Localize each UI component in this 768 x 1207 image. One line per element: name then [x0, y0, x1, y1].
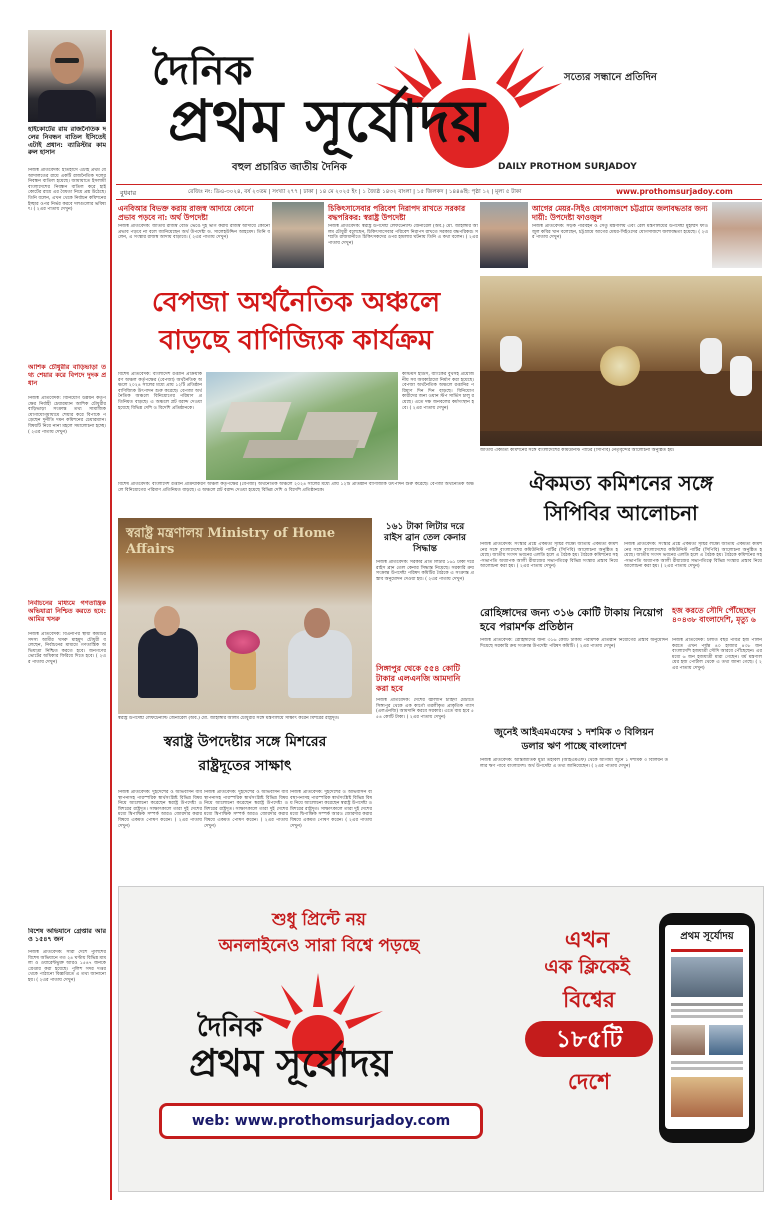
left-story-2-body: নিজস্ব প্রতিবেদক: বিনিয়োগ উন্নয়ন কর্তৃপক্ষের নির্বাহী চেয়ারম্যান আশিক চৌধুরীর বাড়িভাড়া সংক্রান্ত তথ্য সামাজিক যোগাযোগমাধ্যমে শেয়ার করে বিপাকে পড়েছেন দুর্নীতি দমন কমিশনের চেয়ারম্যান। বিষয়টি নিয়ে নানা মহলে সমালোচনা হচ্ছে। ( ২এর পাতায় দেখুন): [28, 396, 106, 435]
home-ministry-headline: [118, 730, 372, 784]
home-ministry-photo: [118, 518, 372, 714]
consensus-caption: জাতীয় ঐকমত্য কমিশনের সঙ্গে বাংলাদেশের কমিউনিস্ট পার্টির (সিপিবি) নেতৃবৃন্দের আলোচনা অনুষ্ঠিত হয়।: [480, 448, 675, 453]
oil-story-headline: ১৬১ টাকা লিটার দরে রাইস ব্রান তেল কেনার সিদ্ধান্ত: [384, 522, 466, 554]
home-ministry-caption: স্বরাষ্ট্র উপদেষ্টা লেফটেন্যান্ট জেনারেল (অব.) মো. জাহাঙ্গীর আলম চৌধুরীর সঙ্গে মন্ত্রণালয়ে সাক্ষাৎ করেন মিশরের রাষ্ট্রদূত।: [118, 716, 340, 721]
left-story-4-body: নিজস্ব প্রতিবেদক: সারা দেশে পুলিশের বিশেষ অভিযানে গত ২৪ ঘণ্টায় বিভিন্ন মামলা ও ওয়ারেন্টভুক্ত আরও ১৫৪৭ জনকে গ্রেপ্তার করা হয়েছে। পুলিশ সদর দপ্তর থেকে পাঠানো বিজ্ঞপ্তিতে এ তথ্য জানানো হয়। ( ২এর পাতায় দেখুন): [28, 950, 106, 983]
ad-right-line3: বিশ্বের: [562, 987, 616, 1013]
masthead-title-top: দৈনিক: [152, 47, 253, 94]
top-story-1-body: নিজস্ব প্রতিবেদক: জাতীয় রাজস্ব বোর্ড ভেঙে দুই ভাগ করায় রাজস্ব আদায়ে কোনো প্রভাব পড়বে না বলে জানিয়েছেন অর্থ উপদেষ্টা ড. সালেহউদ্দিন আহমেদ। তিনি বলেন, এ সংস্কার রাজস্ব আদায় বাড়াবে। ( ২এর পাতায় দেখুন): [118, 224, 270, 241]
lead-aerial-image: [206, 372, 398, 480]
imf-story-body: নিজস্ব প্রতিবেদক: আন্তর্জাতিক মুদ্রা তহবিল (আইএমএফ) থেকে আগামী জুনে ১ দশমিক ৩ বিলিয়ন ডলার ঋণ পাবে বাংলাদেশ। অর্থ উপদেষ্টা এ তথ্য জানিয়েছেন। ( ২এর পাতায় দেখুন): [480, 758, 668, 769]
top-story-2-body: নিজস্ব প্রতিবেদক: স্বরাষ্ট্র উপদেষ্টা লেফটেন্যান্ট জেনারেল (অব.) মো. জাহাঙ্গীর আলম চৌধুরী বলেছেন, চিকিৎসাসেবার পরিবেশ নিরাপদ রাখতে সরকার বদ্ধপরিকর। সম্প্রতি রাজধানীতে চিকিৎসকদের ওপর হামলার ঘটনায় তিনি এ কথা বলেন। ( ২এর পাতায় দেখুন): [328, 224, 478, 246]
consensus-meeting-photo: [480, 276, 762, 446]
ad-count-badge: [525, 1021, 653, 1057]
columnist-photo: [28, 30, 106, 122]
masthead-tagline: বহুল প্রচারিত জাতীয় দৈনিক: [232, 162, 347, 173]
lead-headline-line1: বেপজা অর্থনৈতিক অঞ্চলে: [151, 287, 441, 318]
masthead: [116, 28, 756, 180]
masthead-title-main: প্রথম সূর্যোদয়: [168, 87, 486, 155]
ad-line2: অনলাইনেও সারা বিশ্বে পড়ছে: [218, 936, 420, 956]
left-column: [28, 30, 106, 1200]
dateline-issue-info: রেজিঃ নং: ডিএ-৩০২৪, বর্ষ ২৩তম | সংখ্যা ২৭৭ | ঢাকা | ১৪ মে ২০২৫ ইং | ১ জ্যৈষ্ঠ ১৪৩২ বাংলা | ১৫ জিলকদ | ১৪৪৬হি: পৃষ্ঠা ১২ | মূল্য ৫ টাকা: [188, 189, 522, 195]
ad-web-text: web: www.prothomsurjadoy.com: [191, 1113, 451, 1129]
left-story-4-title: বিশেষ অভিযানে গ্রেপ্তার আরও ১৫৪৭ জন: [28, 928, 106, 943]
lng-story-body: নিজস্ব প্রতিবেদক: দেশের জ্বালানি চাহিদা মেটাতে সিঙ্গাপুর থেকে এক কার্গো তরলীকৃত প্রাকৃতিক গ্যাস (এলএনজি) আমদানি করবে সরকার। এতে ব্যয় হবে ৫৫৪ কোটি টাকা। ( ২এর পাতায় দেখুন): [376, 698, 474, 720]
rohingya-story-body: নিজস্ব প্রতিবেদক: রোহিঙ্গাদের জন্য ৩১৬ কোটি টাকায় পরামর্শক প্রতিষ্ঠান নিয়োগের প্রস্তাব অনুমোদন দিয়েছে সরকারি ক্রয় সংক্রান্ত উপদেষ্টা পরিষদ কমিটি। ( ২এর পাতায় দেখুন): [480, 638, 668, 649]
left-column-divider: [110, 30, 112, 1200]
masthead-english-name: DAILY PROTHOM SURJADOY: [498, 162, 637, 172]
left-story-2-title: আশিক চৌধুরীর বাড়িভাড়া তথ্য শেয়ার করে বিপদে দুদক প্রধান: [28, 364, 106, 387]
home-ministry-headline-line1: স্বরাষ্ট্র উপদেষ্টার সঙ্গে মিশরের: [163, 734, 327, 750]
consensus-body-col2: নিজস্ব প্রতিবেদক: সংস্কার প্রশ্নে ঐকমত্য সৃষ্টির লক্ষ্যে জাতীয় ঐকমত্য কমিশনের সঙ্গে বাংলাদেশের কমিউনিস্ট পার্টির (সিপিবি) আলোচনা অনুষ্ঠিত হয়েছে। জাতীয় সংসদ ভবনের এলডি হলে এ বৈঠক হয়। বৈঠকে কমিশনের সহ-সভাপতি অধ্যাপক আলী রীয়াজের সভাপতিত্বে বিভিন্ন সংস্কার প্রস্তাব নিয়ে আলোচনা করা হয়। ( ২এর পাতায় দেখুন): [624, 542, 762, 570]
oil-story[interactable]: [376, 522, 474, 662]
ad-right-line4: দেশে: [567, 1069, 611, 1095]
top-story-2-title: চিকিৎসাসেবার পরিবেশ নিরাপদ রাখতে সরকার বদ্ধপরিকর: স্বরাষ্ট্র উপদেষ্টা: [328, 204, 466, 222]
ad-title-main: প্রথম সূর্যোদয়: [189, 1040, 392, 1085]
top-story-3-title: আগের মেয়র-সিইও যোগসাজশে চট্টগ্রামে জলাবদ্ধতার জন্য দায়ী: উপদেষ্টা ফাওজুল: [532, 204, 708, 222]
top-story-1[interactable]: [118, 204, 270, 274]
home-ministry-headline-line2: রাষ্ট্রদূতের সাক্ষাৎ: [198, 758, 292, 774]
imf-headline-line2: ডলার ঋণ পাচ্ছে বাংলাদেশ: [521, 741, 627, 752]
ad-web-button[interactable]: [159, 1103, 483, 1139]
left-story-1-body: নিজস্ব প্রতিবেদক: ইতিহাসে এটাই প্রথম যে আদালতের রায়ে একটি রাজনৈতিক দলের নিবন্ধন বাতিল হয়েছে। জামায়াতে ইসলামী বাংলাদেশের নিবন্ধন বাতিল করে হাইকোর্টের রায়ে এর বৈধতা নিয়ে প্রশ্ন উঠেছে। তিনি বলেন, এখন থেকে নির্বাচন কমিশনের ইচ্ছার ওপর নির্ভর করবে দলগুলোর ভবিষ্যৎ। ( ২এর পাতায় দেখুন): [28, 168, 106, 213]
ad-phone-brand: প্রথম সূর্যোদয়: [680, 931, 734, 942]
lead-headline-line2: বাড়ছে বাণিজ্যিক কার্যক্রম: [159, 325, 433, 356]
lng-story-headline: সিঙ্গাপুর থেকে ৫৫৪ কোটি টাকার এলএনজি আমদানি করা হবে: [376, 664, 461, 693]
rohingya-story[interactable]: [480, 606, 668, 724]
ministry-sign: স্বরাষ্ট্র মন্ত্রণালয় Ministry of Home Affairs: [126, 526, 336, 557]
home-ministry-body-col3: নিজস্ব প্রতিবেদক: দুইদেশের ও অভিবাসন ব্যবস্থাপনাসহ পারস্পরিক স্বার্থসংশ্লিষ্ট বিভিন্ন বিষয় নিয়ে আলোচনা করেছেন স্বরাষ্ট্র উপদেষ্টা ও মিশরের রাষ্ট্রদূত। সাক্ষাৎকালে তারা দুই দেশের মধ্যে দ্বিপাক্ষিক সম্পর্ক আরও জোরদার করার বিষয়ে একমত পোষণ করেন। ( ২এর পাতায় দেখুন): [290, 790, 372, 829]
hajj-story[interactable]: [672, 606, 762, 874]
dateline-day: বুধবার: [120, 189, 137, 197]
top-story-2[interactable]: [328, 204, 478, 274]
lead-body-left: বিশেষ প্রতিবেদক: বাংলাদেশ রপ্তানি প্রক্রিয়াকরণ অঞ্চল কর্তৃপক্ষের (বেপজা) অর্থনৈতিক অঞ্চলে ২০২৪ সালের মধ্যে প্রায় ১২টি প্রতিষ্ঠান বাণিজ্যিক উৎপাদন শুরু করেছে। বেপজা অর্থনৈতিক অঞ্চলে বিনিয়োগের পরিমাণ প্রতিনিয়ত বাড়ছে। এ অঞ্চলে প্লট বরাদ্দ দেওয়া হয়েছে বিভিন্ন দেশি ও বিদেশি প্রতিষ্ঠানকে।: [118, 372, 202, 411]
top-story-2-photo: [272, 202, 324, 268]
hajj-story-headline: হজ করতে সৌদি পৌঁছেছেন ৪০৪৩৮ বাংলাদেশি, মৃত্যু ৬: [672, 606, 756, 625]
top-story-3-body: নিজস্ব প্রতিবেদক: সড়ক পরিবহন ও সেতু মন্ত্রণালয় এবং রেল মন্ত্রণালয়ের উপদেষ্টা মুহাম্মদ ফাওজুল কবির খান বলেছেন, চট্টগ্রামে আগের মেয়র-সিইওদের যোগসাজশে জলাবদ্ধতা হয়েছে। ( ২এর পাতায় দেখুন): [532, 224, 708, 241]
rohingya-story-headline: রোহিঙ্গাদের জন্য ৩১৬ কোটি টাকায় নিয়োগ হবে পরামর্শক প্রতিষ্ঠান: [480, 607, 663, 633]
left-story-3-body: নিজস্ব প্রতিবেদক: বিএনপির স্থায়ী কমিটির সদস্য আমীর খসরু মাহমুদ চৌধুরী বলেছেন, নির্বাচনের মাধ্যমে গণতান্ত্রিক অভিযাত্রা নিশ্চিত করতে হবে। জনগণের ভোটের অধিকার ফিরিয়ে দিতে হবে। ( ২এর পাতায় দেখুন): [28, 632, 106, 665]
lead-body-bottom: বিশেষ প্রতিবেদক: বাংলাদেশ রপ্তানি প্রক্রিয়াকরণ অঞ্চল কর্তৃপক্ষের (বেপজা) অর্থনৈতিক অঞ্চলে ২০২৪ সালের মধ্যে প্রায় ১২টি প্রতিষ্ঠান বাণিজ্যিক উৎপাদন শুরু করেছে। বেপজা অর্থনৈতিক অঞ্চলে বিনিয়োগের পরিমাণ প্রতিনিয়ত বাড়ছে। এ অঞ্চলে প্লট বরাদ্দ দেওয়া হয়েছে বিভিন্ন দেশি ও বিদেশি প্রতিষ্ঠানকে।: [118, 482, 474, 493]
top-story-3[interactable]: [532, 204, 708, 274]
consensus-headline: [480, 468, 762, 540]
ad-right-line1: এখন: [564, 927, 610, 953]
consensus-headline-line1: ঐকমত্য কমিশনের সঙ্গে: [528, 471, 714, 495]
top-story-3-side-photo: [712, 202, 762, 268]
top-story-1-title: এনবিআর বিভক্ত করায় রাজস্ব আদায়ে কোনো প্রভাব পড়বে না: অর্থ উপদেষ্টা: [118, 204, 254, 222]
hajj-story-body: নিজস্ব প্রতিবেদক: চলতি বছর পবিত্র হজ পালন করতে এখন পর্যন্ত ৪০ হাজার ৪৩৮ জন বাংলাদেশি হজযাত্রী সৌদি আরবে পৌঁছেছেন। এর মধ্যে ৬ জন হজযাত্রী মারা গেছেন। ধর্ম মন্ত্রণালয়ের হজ পোর্টাল থেকে এ তথ্য জানা গেছে। ( ২এর পাতায় দেখুন): [672, 638, 762, 671]
masthead-slogan: সত্যের সন্ধানে প্রতিদিন: [564, 72, 657, 83]
ad-phone-mockup: [659, 913, 755, 1143]
dateline-bar: [116, 184, 762, 200]
ad-right-panel: [499, 917, 763, 1167]
lead-headline: [118, 284, 474, 368]
consensus-body-col1: নিজস্ব প্রতিবেদক: সংস্কার প্রশ্নে ঐকমত্য সৃষ্টির লক্ষ্যে জাতীয় ঐকমত্য কমিশনের সঙ্গে বাংলাদেশের কমিউনিস্ট পার্টির (সিপিবি) আলোচনা অনুষ্ঠিত হয়েছে। জাতীয় সংসদ ভবনের এলডি হলে এ বৈঠক হয়। বৈঠকে কমিশনের সহ-সভাপতি অধ্যাপক আলী রীয়াজের সভাপতিত্বে বিভিন্ন সংস্কার প্রস্তাব নিয়ে আলোচনা করা হয়। ( ২এর পাতায় দেখুন): [480, 542, 618, 570]
top-story-3-photo: [480, 202, 528, 268]
home-ministry-body-col1: নিজস্ব প্রতিবেদক: দুইদেশের ও অভিবাসন ব্যবস্থাপনাসহ পারস্পরিক স্বার্থসংশ্লিষ্ট বিভিন্ন বিষয় নিয়ে আলোচনা করেছেন স্বরাষ্ট্র উপদেষ্টা ও মিশরের রাষ্ট্রদূত। সাক্ষাৎকালে তারা দুই দেশের মধ্যে দ্বিপাক্ষিক সম্পর্ক আরও জোরদার করার বিষয়ে একমত পোষণ করেন। ( ২এর পাতায় দেখুন): [118, 790, 202, 829]
left-story-3-title: নির্বাচনের মাধ্যমে গণতান্ত্রিক অভিযাত্রা নিশ্চিত করতে হবে: আমির খসরু: [28, 600, 106, 623]
home-ministry-body-col2: নিজস্ব প্রতিবেদক: দুইদেশের ও অভিবাসন ব্যবস্থাপনাসহ পারস্পরিক স্বার্থসংশ্লিষ্ট বিভিন্ন বিষয় নিয়ে আলোচনা করেছেন স্বরাষ্ট্র উপদেষ্টা ও মিশরের রাষ্ট্রদূত। সাক্ষাৎকালে তারা দুই দেশের মধ্যে দ্বিপাক্ষিক সম্পর্ক আরও জোরদার করার বিষয়ে একমত পোষণ করেন। ( ২এর পাতায় দেখুন): [204, 790, 288, 829]
imf-headline-line1: জুনেই আইএমএফের ১ দশমিক ৩ বিলিয়ন: [494, 727, 654, 738]
imf-story[interactable]: [480, 726, 668, 874]
consensus-headline-line2: সিপিবির আলোচনা: [544, 501, 698, 525]
ad-line1: শুধু প্রিন্টে নয়: [272, 910, 366, 930]
dateline-website-link[interactable]: www.prothomsurjadoy.com: [616, 187, 733, 196]
ad-right-line2: এক ক্লিকেই: [544, 956, 630, 978]
lng-story[interactable]: [376, 664, 474, 874]
advertisement-banner[interactable]: [118, 886, 764, 1192]
ad-title-top: দৈনিক: [197, 1013, 263, 1043]
left-story-1-title: হাইকোর্টের রায় রাজনৈতিক দলের নিবন্ধন বাতিল ইসিতেই এটাই প্রধান: ব্যারিস্টার কামরুল হাসান: [28, 126, 106, 157]
lead-body-right: কাস্টমস হাউস, ব্যাংকের বুথসহ প্রয়োজনীয় সব অবকাঠামো নির্মাণ করা হয়েছে। বেপজা অর্থনৈতিক অঞ্চলে রপ্তানির পরিমাণ দিন দিন বাড়ছে। বিনিয়োগকারীদের জন্য ওয়ান স্টপ সার্ভিস চালু রয়েছে। এতে দক্ষ জনবলের কর্মসংস্থান হবে। ( ২এর পাতায় দেখুন): [402, 372, 474, 411]
ad-count-text: ১৮৫টি: [555, 1024, 623, 1053]
oil-story-body: নিজস্ব প্রতিবেদক: সরকার প্রতি লিটার ১৬১ টাকা দরে রাইস ব্রান তেল কেনার সিদ্ধান্ত নিয়েছে। সরকারি ক্রয় সংক্রান্ত উপদেষ্টা পরিষদ কমিটির বৈঠকে এ সংক্রান্ত প্রস্তাব অনুমোদন দেওয়া হয়। ( ২এর পাতায় দেখুন): [376, 560, 474, 582]
imf-headline: [480, 726, 668, 754]
